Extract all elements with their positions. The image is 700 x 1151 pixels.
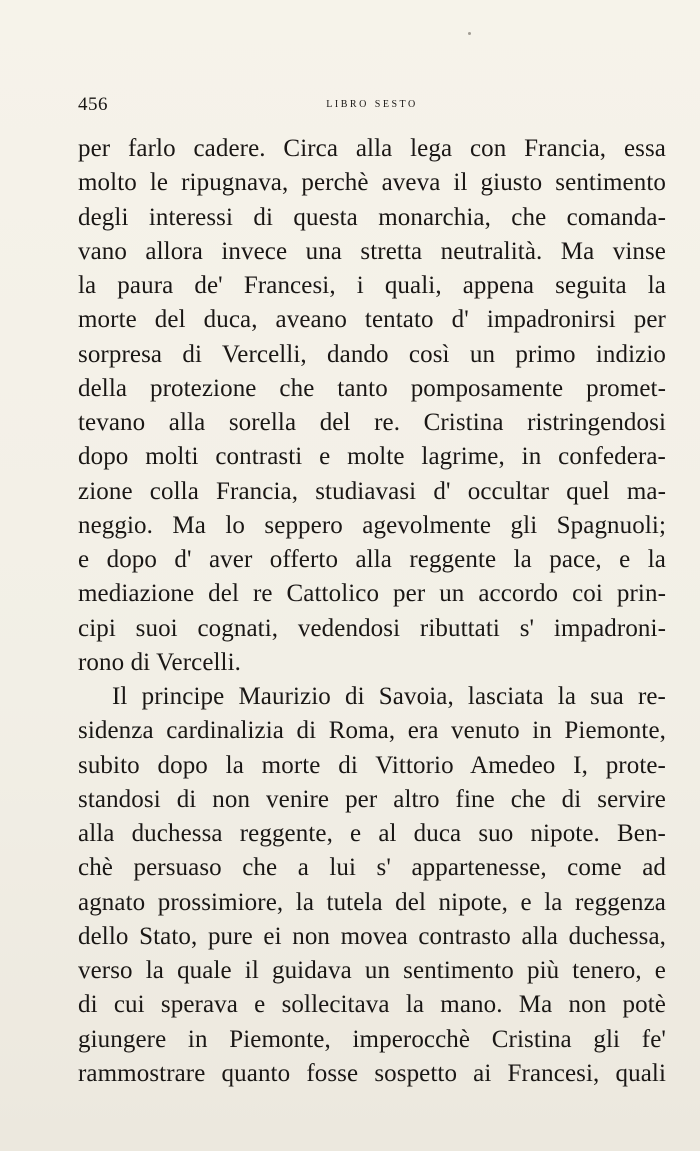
text-line: morte del duca, aveano tentato d' impadronirsi per xyxy=(78,306,666,334)
text-line: subito dopo la morte di Vittorio Amedeo I, prote- xyxy=(78,751,666,779)
text-line: e dopo d' aver offerto alla reggente la pace, e la xyxy=(78,546,666,573)
paragraph-first-line: Il principe Maurizio di Savoia, lasciata la sua re- xyxy=(112,683,666,710)
text-line: rammostrare quanto fosse sospetto ai Francesi, quali xyxy=(78,1059,666,1087)
text-line: neggio. Ma lo seppero agevolmente gli Spagnuoli; xyxy=(78,511,666,539)
text-line: mediazione del re Cattolico per un accordo coi prin- xyxy=(78,580,666,608)
text-line: standosi di non venire per altro fine che di servire xyxy=(78,785,666,813)
text-line: degli interessi di questa monarchia, che comanda- xyxy=(78,203,666,231)
text-line: molto le ripugnava, perchè aveva il giusto sentimento xyxy=(78,169,666,197)
text-line: vano allora invece una stretta neutralità. Ma vinse xyxy=(78,237,666,265)
text-line: agnato prossimiore, la tutela del nipote, e la reggenza xyxy=(78,888,666,916)
paper-speck xyxy=(468,32,471,35)
body-text xyxy=(78,132,666,1091)
text-line: dopo molti contrasti e molte lagrime, in confedera- xyxy=(78,443,666,471)
text-line: della protezione che tanto pomposamente promet- xyxy=(78,374,666,402)
text-line: chè persuaso che a lui s' appartenesse, come ad xyxy=(78,854,666,882)
text-line: zione colla Francia, studiavasi d' occultar quel ma- xyxy=(78,477,666,505)
text-line: alla duchessa reggente, e al duca suo nipote. Ben- xyxy=(78,820,666,847)
text-line: per farlo cadere. Circa alla lega con Francia, essa xyxy=(78,135,666,162)
text-line: dello Stato, pure ei non movea contrasto alla duchessa, xyxy=(78,922,666,950)
text-line: la paura de' Francesi, i quali, appena seguita la xyxy=(78,272,666,299)
page-header xyxy=(78,94,666,116)
text-line: giungere in Piemonte, imperocchè Cristina gli fe' xyxy=(78,1025,666,1053)
text-line: sorpresa di Vercelli, dando così un primo indizio xyxy=(78,340,666,368)
text-line: verso la quale il guidava un sentimento più tenero, e xyxy=(78,957,666,984)
text-line: di cui sperava e sollecitava la mano. Ma non potè xyxy=(78,991,666,1019)
paragraph-end-line: rono di Vercelli. xyxy=(78,648,242,676)
text-line: tevano alla sorella del re. Cristina ristringendosi xyxy=(78,409,666,436)
text-line: sidenza cardinalizia di Roma, era venuto in Piemonte, xyxy=(78,717,666,745)
page-number: 456 xyxy=(78,94,108,115)
text-line: cipi suoi cognati, vedendosi ributtati s' impadroni- xyxy=(78,614,666,642)
running-title: libro sesto xyxy=(326,96,418,111)
